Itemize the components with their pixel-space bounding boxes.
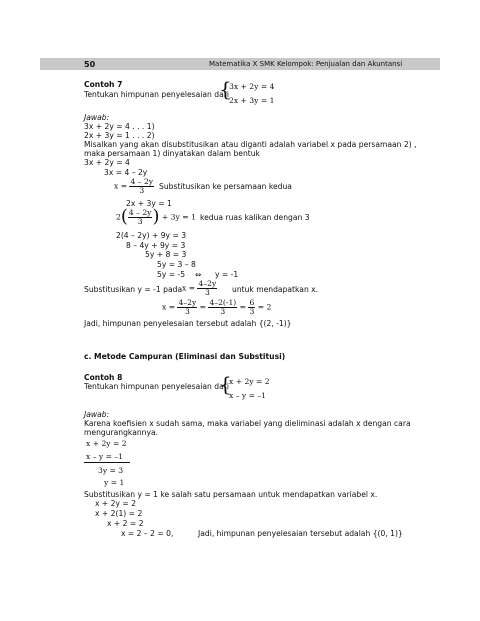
step-5-fraction <box>128 209 153 226</box>
answer-label: Jawab: <box>84 113 110 122</box>
elimination-underline <box>84 462 130 463</box>
elimination-row-1: x + 2y = 2 <box>86 439 127 448</box>
substitution-fraction <box>197 280 217 297</box>
system-brace: { <box>219 372 232 396</box>
substitution-formula <box>182 280 217 297</box>
elimination-row-2: x – y = –1 <box>86 452 124 461</box>
calc-equals-1: = <box>199 302 207 312</box>
step-5 <box>116 208 196 226</box>
step-6: 2(4 – 2y) + 9y = 3 <box>116 231 187 240</box>
example-7-heading: Contoh 7 <box>84 80 123 89</box>
step-5-note: kedua ruas kalikan dengan 3 <box>200 213 310 222</box>
elimination-row-4: y = 1 <box>104 478 125 487</box>
system-equation-1: 3x + 2y = 4 <box>229 82 275 91</box>
example-7-task: Tentukan himpunan penyelesaian dari <box>84 90 229 99</box>
fraction-numerator: 4 – 2y <box>130 177 154 186</box>
fraction-denominator: 3 <box>249 307 255 316</box>
elimination-row-3: 3y = 3 <box>98 466 124 475</box>
answer-label: Jawab: <box>84 410 110 419</box>
step-10: 5y = -5 <box>157 270 186 279</box>
step-7: 8 – 4y + 9y = 3 <box>126 241 186 250</box>
step-9: 5y = 3 – 8 <box>157 260 196 269</box>
left-paren: ( <box>120 206 128 227</box>
calc-equals-2: = <box>239 302 247 312</box>
calc-fraction-2 <box>208 299 237 316</box>
step-5-rest: + 3y = 1 <box>161 212 196 222</box>
explanation-line-2: maka persamaan 1) dinyatakan dalam bentuk <box>84 149 260 158</box>
fraction-numerator: 4–2(-1) <box>209 298 237 307</box>
example-8-conclusion: Jadi, himpunan penyelesaian tersebut adalah {(0, 1)} <box>198 529 403 538</box>
step-3-lhs: x = <box>114 181 128 191</box>
example-8-heading: Contoh 8 <box>84 373 123 382</box>
calculation-line <box>162 299 271 316</box>
step-3-note: Substitusikan ke persamaan kedua <box>159 182 292 191</box>
fraction-denominator: 3 <box>137 216 143 226</box>
substitution-text: Substitusikan y = -1 pada <box>84 285 183 294</box>
step-10-result: y = -1 <box>215 270 239 279</box>
result-step-1: x + 2y = 2 <box>95 499 137 508</box>
result-step-4: x = 2 – 2 = 0, <box>121 529 174 538</box>
system-equation-1: x + 2y = 2 <box>229 377 270 386</box>
calc-x: x = <box>162 302 176 312</box>
equivalence-arrow: ⇔ <box>195 270 202 279</box>
explanation-line-2: mengurangkannya. <box>84 428 159 437</box>
fraction-denominator: 3 <box>184 307 190 316</box>
fraction-denominator: 3 <box>220 307 226 316</box>
fraction-numerator: 4 – 2y <box>128 207 152 217</box>
result-step-3: x + 2 = 2 <box>107 519 144 528</box>
calc-result: = 2 <box>257 302 272 312</box>
book-title: Matematika X SMK Kelompok: Penjualan dan Akuntansi <box>209 60 403 68</box>
calc-fraction-3 <box>248 299 255 316</box>
system-equation-2: 2x + 3y = 1 <box>229 96 275 105</box>
step-1: 3x + 2y = 4 <box>84 158 130 167</box>
equation-2: 2x + 3y = 1 . . . 2) <box>84 131 155 140</box>
step-4: 2x + 3y = 1 <box>126 199 172 208</box>
explanation-line-1: Misalkan yang akan disubstitusikan atau diganti adalah variabel x pada persamaan 2) , <box>84 140 417 149</box>
fraction-denominator: 3 <box>204 288 210 297</box>
substitution-text: Substitusikan y = 1 ke salah satu persamaan untuk mendapatkan variabel x. <box>84 490 378 499</box>
step-5-coefficient: 2 <box>116 212 121 222</box>
page-number: 50 <box>84 60 96 69</box>
fraction-numerator: 4–2y <box>178 298 197 307</box>
step-3 <box>114 178 154 195</box>
fraction-numerator: 4–2y <box>198 279 217 288</box>
step-3-fraction <box>129 178 154 195</box>
result-step-2: x + 2(1) = 2 <box>95 509 143 518</box>
system-brace: { <box>219 77 232 101</box>
calc-fraction-1 <box>177 299 197 316</box>
substitution-after: untuk mendapatkan x. <box>232 285 319 294</box>
equation-1: 3x + 2y = 4 . . . 1) <box>84 122 155 131</box>
right-paren: ) <box>152 206 160 227</box>
fraction-denominator: 3 <box>139 186 145 195</box>
example-8-task: Tentukan himpunan penyelesaian dari <box>84 382 229 391</box>
step-2: 3x = 4 – 2y <box>104 168 148 177</box>
system-equation-2: x – y = –1 <box>229 391 267 400</box>
step-8: 5y + 8 = 3 <box>145 250 187 259</box>
explanation-line-1: Karena koefisien x sudah sama, maka variabel yang dieliminasi adalah x dengan cara <box>84 419 411 428</box>
section-c-title: c. Metode Campuran (Eliminasi dan Substitusi) <box>84 352 286 361</box>
example-7-conclusion: Jadi, himpunan penyelesaian tersebut adalah {(2, -1)} <box>84 319 292 328</box>
substitution-x: x = <box>182 283 196 293</box>
fraction-numerator: 6 <box>249 298 255 307</box>
